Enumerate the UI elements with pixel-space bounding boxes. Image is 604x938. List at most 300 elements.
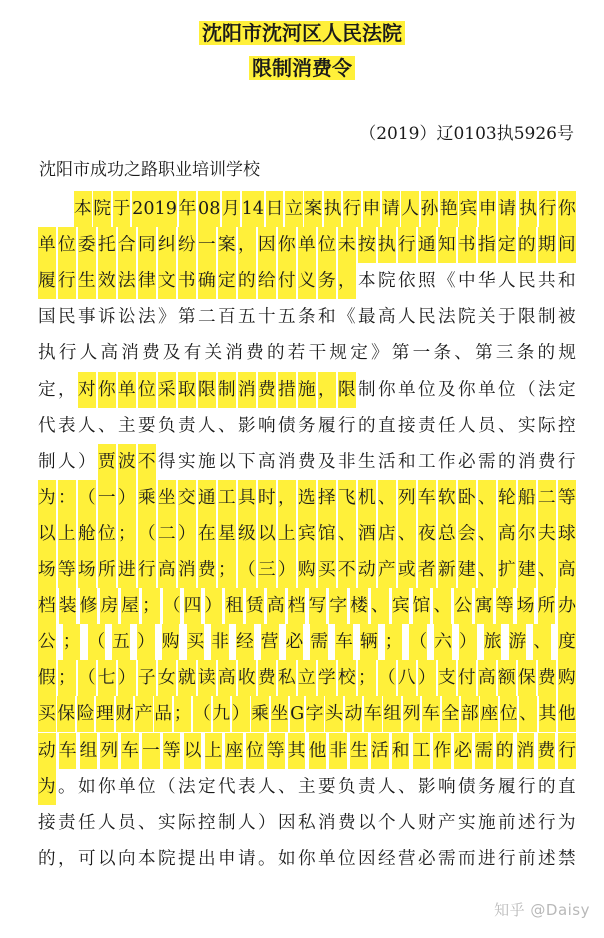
body-char: 买 [38,696,56,732]
body-char: 采 [158,372,176,408]
body-char: 干 [308,343,327,364]
body-char: 年 [179,191,197,227]
body-char: 生 [78,263,96,299]
body-char: 履 [318,415,336,436]
body-char: 高 [158,552,176,588]
body-char: 会 [458,516,476,552]
body-char: 直 [558,776,576,797]
body-char: 请 [238,848,256,869]
body-char: ； [118,516,136,552]
body-char: 生 [350,733,368,769]
body-char: 字 [306,696,324,732]
body-char: 《 [338,307,356,328]
body-char: 接 [38,812,56,833]
body-char: 法 [138,307,156,328]
body-char: 高 [258,451,276,472]
body-char: 的 [266,343,285,364]
body-char: 一 [98,480,116,516]
body-char: 前 [498,812,516,833]
body-char: 国 [38,307,56,328]
body-char: 的 [358,415,376,436]
body-char: 宾 [298,516,316,552]
body-char: 人 [258,776,276,797]
body-char: 工 [218,480,236,516]
body-char: 进 [478,848,496,869]
body-char: 要 [138,415,156,436]
body-line [38,516,576,552]
body-char: ， [278,480,296,516]
body-char: 需 [438,848,456,869]
body-line [38,263,576,299]
body-char: 五 [278,307,296,328]
body-char: 费 [538,451,556,472]
body-char: 和 [318,307,336,328]
body-char: 四 [184,588,202,624]
body-char: 动 [358,552,376,588]
body-char: 代 [218,776,236,797]
body-char: 制 [538,307,556,328]
body-char: 因 [258,227,276,263]
body-char: 法 [178,776,196,797]
body-char: 、 [218,415,236,436]
body-char: 法 [438,307,456,328]
body-char: 尔 [518,516,536,552]
body-char: 车 [418,480,436,516]
body-char: 产 [135,696,153,732]
body-char: 酒 [358,516,376,552]
body-char: 营 [261,624,279,660]
body-char: 位 [338,848,356,869]
body-char: 的 [538,776,556,797]
body-char: 他 [558,696,576,732]
body-char: 责 [58,812,76,833]
body-char: 人 [401,191,419,227]
body-char: 执 [378,227,396,263]
body-line [38,588,576,624]
body-char: 赁 [246,588,264,624]
body-char: 单 [478,379,496,400]
body-char: 修 [80,588,98,624]
body-char: 合 [118,227,136,263]
body-char: 民 [58,307,76,328]
body-char: 实 [518,415,536,436]
body-line [38,227,576,263]
body-char: 请 [498,191,516,227]
body-char: ； [58,660,76,696]
body-char: 高 [378,307,396,328]
body-char: 收 [238,660,256,696]
body-char: 行 [558,733,576,769]
body-char: 列 [398,480,416,516]
body-char: 你 [558,191,576,227]
body-char: 二 [198,307,216,328]
body-char: ； [142,588,160,624]
body-char: 非 [211,624,229,660]
body-char: 非 [329,733,347,769]
body-char: 作 [433,733,451,769]
body-char: 组 [383,696,401,732]
body-char: 、 [138,812,156,833]
body-char: 单 [318,848,336,869]
body-char: 或 [398,552,416,588]
body-char: 控 [558,415,576,436]
body-char: 高 [100,343,119,364]
body-char: 单 [118,776,136,797]
body-char: 前 [518,848,536,869]
body-char: 为 [38,480,56,516]
body-char: 寓 [475,588,493,624]
body-char: 代 [38,415,56,436]
body-char: 申 [479,191,497,227]
body-char: 消 [178,552,196,588]
body-char: ） [118,480,136,516]
body-char: 若 [287,343,306,364]
body-char: 购 [558,660,576,696]
body-char: 际 [538,415,556,436]
body-char: 必 [418,848,436,869]
body-char: 上 [58,516,76,552]
body-char: 、 [98,415,116,436]
body-char: 二 [158,516,176,552]
body-char: 人 [398,307,416,328]
body-char: 响 [258,415,276,436]
body-char: 位 [98,516,116,552]
body-char: 人 [58,451,76,472]
body-char: 行 [343,191,361,227]
body-char: 定 [218,263,236,299]
body-char: 依 [398,271,416,292]
body-char: 员 [478,415,496,436]
body-char: 执 [519,191,537,227]
body-char: 定 [498,227,516,263]
body-char: ） [418,660,436,696]
body-char: 理 [96,696,114,732]
body-char: 、 [498,415,516,436]
body-char: 的 [238,263,256,299]
body-char: 活 [371,733,389,769]
body-char: 响 [438,776,456,797]
document-type-text: 限制消费令 [249,56,355,80]
body-char: 位 [246,733,264,769]
body-char: 乘 [251,696,269,732]
body-char: 一 [412,343,431,364]
body-char: 照 [418,271,436,292]
body-char: 未 [338,227,356,263]
body-char: 施 [198,451,216,472]
body-char: 费 [258,660,276,696]
body-char: 工 [418,451,436,472]
body-char: 行 [538,812,556,833]
body-char: 员 [118,812,136,833]
body-char: 费 [258,372,276,408]
body-char: 二 [538,480,556,516]
body-char: 单 [118,372,136,408]
body-char: 法 [118,263,136,299]
body-char: 位 [318,227,336,263]
body-char: 如 [278,848,296,869]
body-char: 人 [79,343,98,364]
body-char: 行 [398,227,416,263]
body-char: 事 [78,307,96,328]
body-char: 你 [298,848,316,869]
body-char: 消 [518,451,536,472]
body-char: 效 [98,263,116,299]
body-char: 行 [58,343,77,364]
body-char: 位 [418,379,436,400]
body-char: ； [218,552,236,588]
addressee: 沈阳市成功之路职业培训学校 [39,160,260,180]
body-char: 、 [478,552,496,588]
body-char: 给 [258,263,276,299]
body-char: 坐 [271,696,289,732]
body-char: 有 [183,343,202,364]
body-char: 女 [158,660,176,696]
body-char: 行 [539,191,557,227]
body-char: 》 [158,307,176,328]
body-line [38,372,576,408]
body-char: 委 [78,227,96,263]
body-char: 你 [98,372,116,408]
body-char: 执 [38,343,56,364]
body-char: 纷 [178,227,196,263]
body-char: 和 [392,733,410,769]
body-char: 部 [461,696,479,732]
body-char: 负 [338,776,356,797]
body-char: 的 [498,451,516,472]
body-char: 扩 [498,552,516,588]
document-type-title [0,54,604,82]
body-char: ） [232,696,250,732]
body-char: （ [163,588,181,624]
body-char: 产 [438,812,456,833]
body-char: 保 [518,660,536,696]
body-char: 法 [538,379,556,400]
body-char: 店 [378,516,396,552]
body-char: 表 [58,415,76,436]
body-char: 馆 [318,516,336,552]
body-char: 14 [242,191,264,227]
body-char: 主 [118,415,136,436]
body-char: 向 [118,848,136,869]
body-char: 定 [38,379,56,400]
body-char: ） [137,624,155,660]
body-char: 付 [278,263,296,299]
body-char: 六 [434,624,452,660]
body-char: 五 [112,624,130,660]
watermark: 知乎 @Daisy [494,901,590,919]
body-char: 总 [438,516,456,552]
body-char: 不 [138,444,156,480]
body-char: 实 [458,812,476,833]
body-char: 位 [138,372,156,408]
body-char: 责 [418,415,436,436]
body-char: 债 [458,776,476,797]
body-char: 乘 [138,480,156,516]
body-char: 律 [138,263,156,299]
body-char: 写 [309,588,327,624]
body-char: 案 [304,191,322,227]
body-char: 第 [475,343,493,364]
body-line [38,480,576,516]
body-char: 具 [238,480,256,516]
body-char: 际 [178,812,196,833]
body-char: 中 [458,271,476,292]
body-char: 买 [187,624,205,660]
body-char: 责 [178,415,196,436]
body-char: 为 [38,769,56,805]
body-char: 制 [358,379,376,400]
body-char: 院 [93,191,111,227]
body-char: 因 [358,848,376,869]
body-char: 本 [138,848,156,869]
body-char: 而 [458,848,476,869]
body-char: 宾 [392,588,410,624]
body-char: 经 [378,848,396,869]
body-char: 车 [422,696,440,732]
body-char: 第 [391,343,410,364]
body-char: 非 [338,451,356,472]
body-char: 表 [238,776,256,797]
body-char: 履 [38,263,56,299]
body-char: 人 [378,776,396,797]
body-line [38,191,576,227]
body-char: 馆 [413,588,431,624]
body-char: ， [58,848,76,869]
body-char: 额 [498,660,516,696]
body-char: 品 [154,696,172,732]
body-char: 列 [100,733,118,769]
body-char: ； [174,696,192,732]
body-char: （ [409,624,427,660]
body-char: 上 [278,516,296,552]
body-char: 知 [438,227,456,263]
body-char: 旅 [484,624,502,660]
body-char: 买 [318,552,336,588]
body-char: （ [378,660,396,696]
body-char: 影 [238,415,256,436]
body-char: 级 [238,516,256,552]
body-char: 行 [558,451,576,472]
body-char: 出 [198,848,216,869]
body-char: 在 [198,516,216,552]
body-char: 托 [98,227,116,263]
body-char: 立 [298,660,316,696]
body-char: 如 [78,776,96,797]
body-char: 装 [59,588,77,624]
body-line [38,841,576,877]
body-char: 制 [218,812,236,833]
body-char: 接 [398,415,416,436]
body-char: 。 [258,848,276,869]
body-char: 等 [58,552,76,588]
body-char: 以 [38,516,56,552]
body-char: ） [459,624,477,660]
body-char: 述 [538,848,556,869]
body-char: 、 [278,776,296,797]
body-char: 工 [413,733,431,769]
body-char: 述 [518,812,536,833]
body-char: 取 [178,372,196,408]
body-char: G [290,696,304,732]
body-char: （ [88,624,106,660]
body-char: 艳 [440,191,458,227]
body-char: ） [278,552,296,588]
body-char: 条 [298,307,316,328]
body-char: （ [78,480,96,516]
body-char: 不 [338,552,356,588]
body-char: 、 [371,588,389,624]
body-char: 务 [298,415,316,436]
body-char: 七 [98,660,116,696]
body-char: 你 [378,379,396,400]
body-char: 、 [519,696,537,732]
body-char: 为 [558,812,576,833]
body-char: 定 [350,343,368,364]
body-char: 高 [218,660,236,696]
body-char: （ [158,776,176,797]
body-char: 共 [538,271,556,292]
body-char: 行 [58,263,76,299]
body-char: 动 [345,696,363,732]
body-char: ； [63,624,81,660]
body-char: 按 [358,227,376,263]
body-char: 时 [258,480,276,516]
body-char: 纠 [158,227,176,263]
body-char: 和 [558,271,576,292]
body-char: 校 [338,660,356,696]
body-char: 关 [204,343,223,364]
body-char: 动 [38,733,56,769]
body-char: 以 [98,848,116,869]
body-char: 产 [378,552,396,588]
body-char: 民 [518,271,536,292]
body-char: 等 [558,480,576,516]
body-char: 费 [538,660,556,696]
body-char: 上 [205,733,223,769]
body-char: 舱 [78,516,96,552]
body-char: ； [385,624,403,660]
body-line [38,444,576,480]
body-char: 履 [498,776,516,797]
body-char: 费 [142,343,160,364]
body-char: 书 [458,227,476,263]
body-char: 书 [178,263,196,299]
body-char: ） [258,812,276,833]
body-char: 以 [258,516,276,552]
body-char: 楼 [350,588,368,624]
body-char: 提 [178,848,196,869]
body-char: 座 [480,696,498,732]
body-line [38,733,576,769]
body-char: 你 [98,776,116,797]
body-char: 贾 [98,444,116,480]
body-char: 场 [38,552,56,588]
body-char: 择 [318,480,336,516]
body-char: 任 [78,812,96,833]
body-char: 、 [433,588,451,624]
body-char: 位 [58,227,76,263]
body-char: 负 [158,415,176,436]
body-char: 付 [458,660,476,696]
body-char: 间 [558,227,576,263]
body-char: 华 [478,271,496,292]
body-char: 行 [338,415,356,436]
body-char: 高 [267,588,285,624]
body-char: 限 [518,307,536,328]
body-char: 的 [537,343,556,364]
body-char: 以 [184,733,202,769]
body-char: 费 [538,733,556,769]
